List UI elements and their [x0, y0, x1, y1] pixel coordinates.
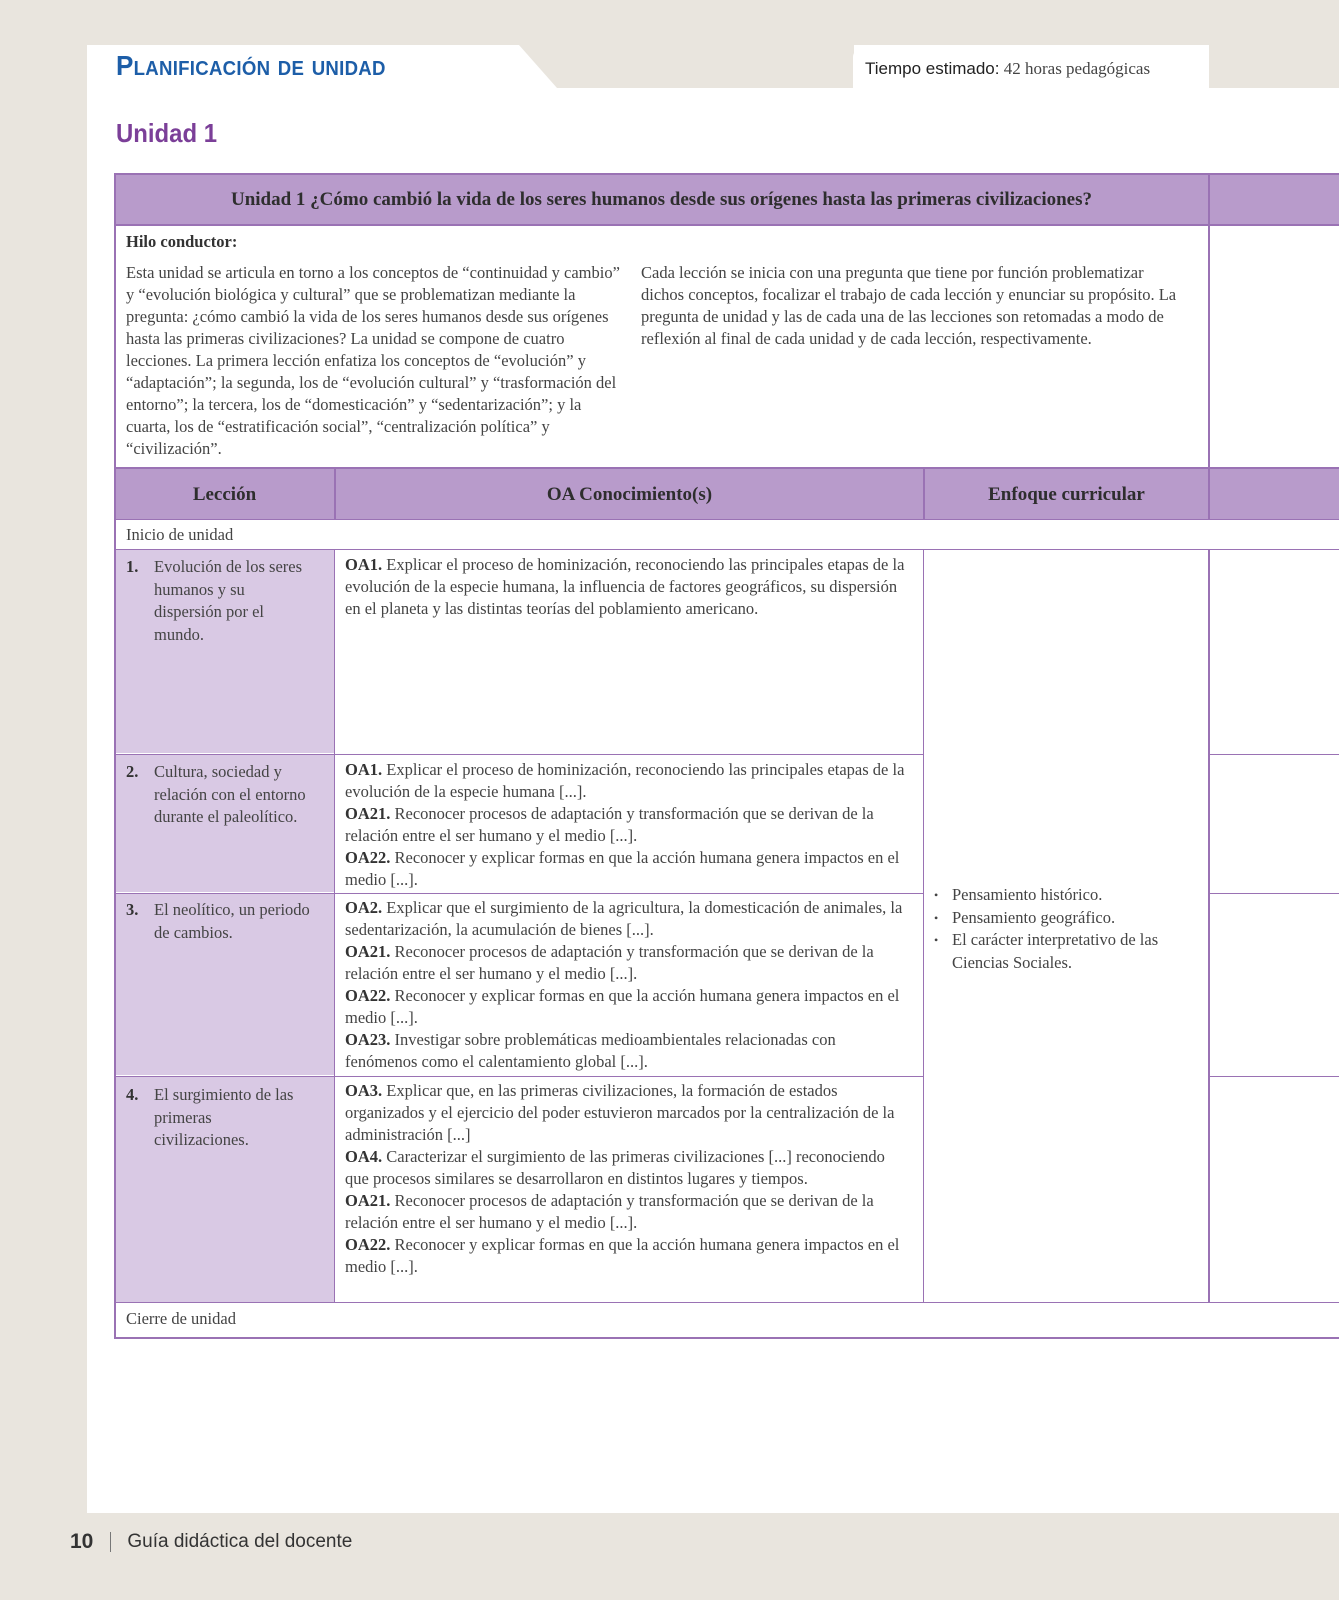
oa-code: OA22. [345, 986, 391, 1005]
oa-item [345, 1029, 905, 1073]
oa-item [345, 847, 905, 891]
oa-text: Reconocer y explicar formas en que la acción humana genera impactos en el medio [...]. [345, 848, 900, 889]
oa-item [345, 941, 905, 985]
oa-code: OA22. [345, 848, 391, 867]
lesson-number: 3. [126, 900, 139, 919]
table-vline [334, 467, 336, 520]
oa-text: Investigar sobre problemáticas medioambientales relacionadas con fenómenos como el calentamiento global [...]. [345, 1030, 836, 1071]
enfoque-list [934, 884, 1196, 974]
col-header-enfoque-label: Enfoque curricular [988, 483, 1145, 505]
oa-text: Reconocer y explicar formas en que la acción humana genera impactos en el medio [...]. [345, 1235, 900, 1276]
oa-item [345, 803, 905, 847]
lesson-1-oas [345, 554, 905, 620]
table-line [1209, 893, 1339, 894]
enfoque-item: • El carácter interpretativo de las Ciencias Sociales. [934, 929, 1196, 974]
lesson-number: 1. [126, 557, 139, 576]
oa-text: Explicar que el surgimiento de la agricultura, la domesticación de animales, la sedentarización, la acumulación de bienes [...]. [345, 898, 903, 939]
lesson-3-oas [345, 897, 905, 1073]
time-label: Tiempo estimado: [865, 59, 1000, 78]
oa-code: OA2. [345, 898, 383, 917]
oa-code: OA4. [345, 1147, 383, 1166]
lesson-4 [126, 1084, 326, 1152]
oa-code: OA22. [345, 1235, 391, 1254]
hilo-label: Hilo conductor: [126, 232, 238, 251]
oa-item [345, 554, 905, 620]
oa-item [345, 985, 905, 1029]
col-header-leccion [115, 469, 334, 520]
col-header-extra [1210, 469, 1339, 520]
oa-text: Reconocer procesos de adaptación y transformación que se derivan de la relación entre el ser humano y el medio [...]. [345, 942, 874, 983]
table-border-left [114, 173, 116, 1339]
oa-text: Explicar el proceso de hominización, reconociendo las principales etapas de la evolución de la especie humana [...]. [345, 760, 905, 801]
lesson-2-oas [345, 759, 905, 891]
oa-item [345, 1146, 905, 1190]
oa-item [345, 1234, 905, 1278]
cierre-de-unidad: Cierre de unidad [126, 1309, 236, 1328]
table-vline [1208, 173, 1210, 520]
table-line [114, 1302, 1339, 1303]
oa-item [345, 897, 905, 941]
enfoque-item: • Pensamiento histórico. [934, 884, 1196, 907]
col-header-leccion-label: Lección [192, 483, 257, 505]
table-border-bottom [114, 1337, 1339, 1339]
table-vline [1208, 549, 1210, 1303]
oa-code: OA21. [345, 804, 391, 823]
inicio-de-unidad: Inicio de unidad [126, 525, 234, 544]
table-title-cell [115, 174, 1208, 225]
table-vline [923, 467, 925, 520]
header-band-right [1209, 45, 1339, 88]
col-header-oa [336, 469, 923, 520]
estimated-time [853, 49, 1209, 89]
lesson-3 [126, 899, 326, 944]
table-line [114, 519, 1339, 520]
oa-code: OA21. [345, 942, 391, 961]
hilo-text-col1: Esta unidad se articula en torno a los conceptos de “continuidad y cambio” y “evolución biológica y cultural” que se problematizan mediante la pregunta: ¿cómo cambió la vida de los seres humanos desde sus orígenes hasta las primeras civilizaciones? La unidad se compone de cuatro lecciones. La primera lección enfatiza los conceptos de “evolución” y “adaptación”; la segunda, los de “evolución cultural” y “trasformación del entorno”; la tercera, los de “domesticación” y “sedentarización”; y la cuarta, los de “estratificación social”, “centralización política” y “civilización”. [126, 263, 620, 458]
col-header-enfoque [925, 469, 1208, 520]
table-line [114, 754, 924, 755]
table-line [1209, 1076, 1339, 1077]
lesson-1 [126, 556, 326, 646]
enfoque-list-wrap [934, 884, 1196, 974]
oa-item [345, 759, 905, 803]
lesson-number: 2. [126, 762, 139, 781]
footer-divider [110, 1532, 111, 1552]
lesson-2 [126, 761, 326, 829]
table-line [114, 893, 924, 894]
guide-title: Guía didáctica del docente [127, 1531, 353, 1552]
table-vline [334, 549, 335, 1303]
oa-text: Explicar el proceso de hominización, reconociendo las principales etapas de la evolución de la especie humana, la influencia de factores geográficos, su dispersión en el planeta y las distintas teorías del poblamiento americano. [345, 555, 905, 618]
table-line [1209, 754, 1339, 755]
oa-code: OA3. [345, 1081, 383, 1100]
oa-code: OA1. [345, 555, 383, 574]
oa-text: Caracterizar el surgimiento de las primeras civilizaciones [...] reconociendo que procesos similares se desarrollaron en distintos lugares y tiempos. [345, 1147, 885, 1188]
unit-label: Unidad 1 [116, 118, 218, 148]
table-line [114, 1076, 924, 1077]
oa-text: Reconocer procesos de adaptación y transformación que se derivan de la relación entre el ser humano y el medio [...]. [345, 1191, 874, 1232]
table-line [114, 467, 1339, 469]
oa-item [345, 1080, 905, 1146]
table-line [114, 224, 1339, 226]
oa-code: OA23. [345, 1030, 391, 1049]
lesson-number: 4. [126, 1085, 139, 1104]
lesson-title: Cultura, sociedad y relación con el entorno durante el paleolítico. [154, 762, 306, 826]
table-border-top [114, 173, 1339, 175]
page-footer [70, 1530, 352, 1554]
table-line [114, 549, 1339, 550]
table-vline [923, 549, 924, 1303]
oa-item [345, 1190, 905, 1234]
lesson-title: El neolítico, un periodo de cambios. [154, 900, 310, 942]
oa-code: OA21. [345, 1191, 391, 1210]
oa-text: Reconocer procesos de adaptación y transformación que se derivan de la relación entre el ser humano y el medio [...]. [345, 804, 874, 845]
table-title: Unidad 1 ¿Cómo cambió la vida de los seres humanos desde sus orígenes hasta las primeras civilizaciones? [230, 188, 1093, 210]
enfoque-item: • Pensamiento geográfico. [934, 907, 1196, 930]
oa-text: Explicar que, en las primeras civilizaciones, la formación de estados organizados y el ejercicio del poder estuvieron marcados por la centralización de la administración [...] [345, 1081, 895, 1144]
oa-text: Reconocer y explicar formas en que la acción humana genera impactos en el medio [...]. [345, 986, 900, 1027]
lesson-title: Evolución de los seres humanos y su dispersión por el mundo. [154, 557, 303, 644]
page-title: Planificación de unidad [116, 50, 386, 81]
oa-code: OA1. [345, 760, 383, 779]
lesson-title: El surgimiento de las primeras civilizaciones. [154, 1085, 294, 1149]
page-number: 10 [70, 1530, 94, 1553]
col-header-oa-label: OA Conocimiento(s) [546, 483, 713, 505]
hilo-text-col2: Cada lección se inicia con una pregunta que tiene por función problematizar dichos conceptos, focalizar el trabajo de cada lección y enunciar su propósito. La pregunta de unidad y las de cada una de las lecciones son retomadas a modo de reflexión al final de cada unidad y de cada lección, respectivamente. [641, 263, 1177, 348]
table-title-extra-cell [1210, 174, 1339, 225]
lesson-4-oas [345, 1080, 905, 1278]
time-value: 42 horas pedagógicas [1003, 59, 1151, 78]
